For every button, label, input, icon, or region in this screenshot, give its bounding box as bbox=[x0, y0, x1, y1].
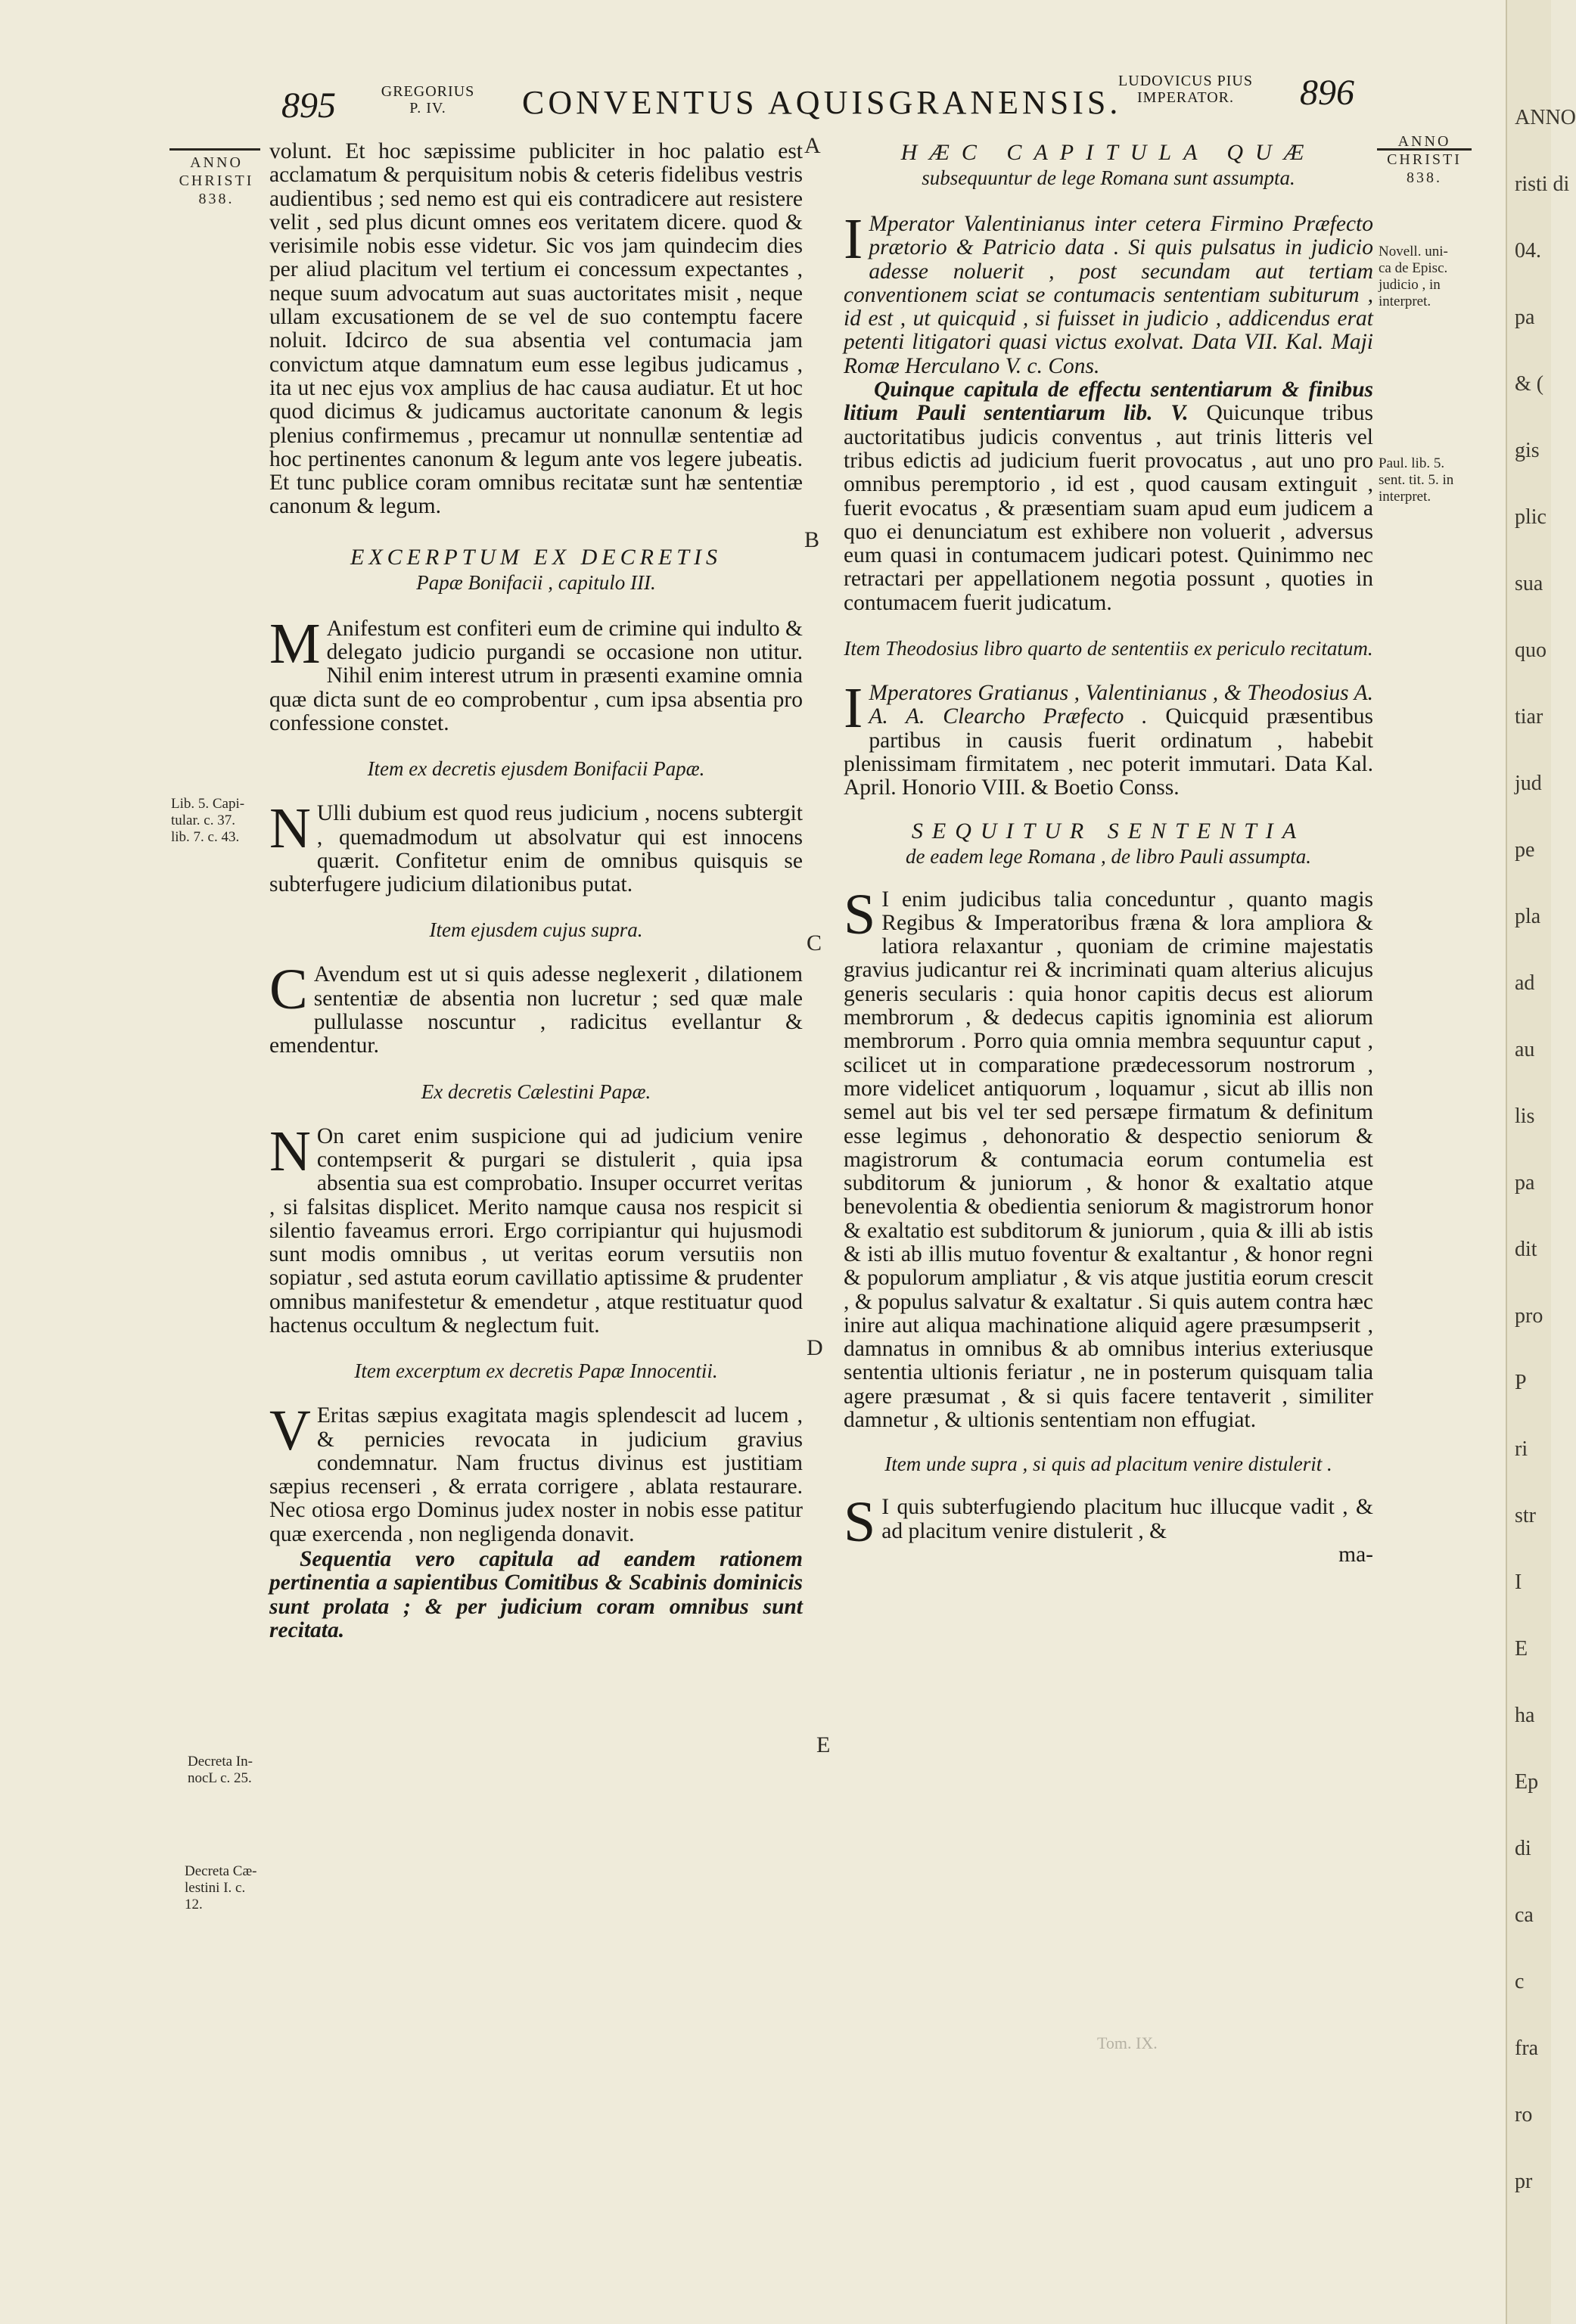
adjacent-page-fragment: 04. bbox=[1515, 239, 1541, 263]
anno-christi-left: ANNO CHRISTI 838. bbox=[179, 154, 254, 207]
section-letter-a: A bbox=[804, 133, 821, 158]
adjacent-page-fragment: jud bbox=[1515, 772, 1542, 795]
adjacent-page-fragment: gis bbox=[1515, 439, 1540, 462]
dropcap-n-2: N bbox=[269, 1119, 311, 1183]
adjacent-page-fragment: dit bbox=[1515, 1238, 1537, 1261]
dropcap-i: I bbox=[844, 207, 863, 271]
signature-mark: Tom. IX. bbox=[1097, 2034, 1158, 2052]
adjacent-page-fragment: lis bbox=[1515, 1105, 1535, 1128]
adjacent-page-fragment: quo bbox=[1515, 638, 1546, 662]
right-paragraph-4: S I enim judicibus talia conceduntur , quanto magis Regibus & Imperatoribus fræna & lora ampliora & latiora relaxantur , quoniam de crimine majestatis gravius judicantur rei & incriminati quam alterius alicujus generis secularis : quia honor capitis decus est aliorum membrorum , & dedecus capitis ignominia est aliorum membrorum . Porro quia omnia membra sequuntur caput , scilicet ut in comparatione prædecessorum nostrorum , more videlicet antiquorum , loquamur , sicut ab illis non semel aut bis vel ter sed persæpe firmatum & definitum esse legimus , dehonoratio & despectio seniorum & magistrorum & contumacia eorum contumelia est subditorum & juniorum , & honor & exaltatio atque benevolentia & obedientia seniorum & magistrorum honor & exaltatio est subditorum & juniorum , quia & illi ab istis & isti ab illis mutuo foventur & exaltantur , & honor regni & populorum ampliatur , & vis atque justitia eorum crescit , & populus salvatur & exaltatur . Si quis autem contra hæc inire aut aliqua machinatione aliquid agere præsumpserit , damnatus in omnibus & ab omnibus interius exteriusque sententia ultionis feriatur , ne in posterum quisquam talia agere præsumat , & si quis facere tentaverit , similiter damnetur , & ultionis sententiam non effugiat. bbox=[844, 882, 1373, 1433]
adjacent-page-fragment: I bbox=[1515, 1571, 1522, 1594]
right-subheading-lege-romana: subsequuntur de lege Romana sunt assumpta. bbox=[922, 166, 1295, 189]
adjacent-page-fragment: P bbox=[1515, 1371, 1527, 1394]
section-letter-d: D bbox=[807, 1335, 823, 1360]
left-page-number: 895 bbox=[281, 85, 336, 126]
section-letter-c: C bbox=[807, 931, 822, 955]
left-paragraph-2: M Anifestum est confiteri eum de crimine qui indulto & delegato judicio purgandi se occasione non utitur. Nihil enim interest utrum in præsenti examine omnia quæ dicta sunt de eo comprobentur , cum ipsa absentia pro confessione constet. bbox=[269, 611, 803, 735]
section-letter-b: B bbox=[804, 527, 820, 552]
left-heading-innocentii: Item excerptum ex decretis Papæ Innocentii. bbox=[354, 1359, 718, 1383]
adjacent-page-fragment: ha bbox=[1515, 1704, 1535, 1727]
left-column bbox=[269, 140, 803, 1642]
left-subheading-bonifacii: Papæ Bonifacii , capitulo III. bbox=[416, 570, 656, 594]
margin-note-celestine: Decreta Cæ- lestini I. c. 12. bbox=[185, 1863, 257, 1912]
adjacent-page-fragment: di bbox=[1515, 1837, 1531, 1860]
section-letter-e: E bbox=[816, 1732, 831, 1757]
margin-note-innocent: Decreta In- nocL c. 25. bbox=[188, 1754, 253, 1786]
anno-christi-right: ANNO CHRISTI 838. bbox=[1387, 133, 1462, 186]
left-paragraph-4: C Avendum est ut si quis adesse neglexerit , dilationem sententiæ de absentia non lucretur ; sed quæ male pullulasse noscuntur , radicitus evellantur & emendentur. bbox=[269, 958, 803, 1058]
left-heading-ejusdem: Item ejusdem cujus supra. bbox=[429, 918, 643, 942]
right-heading-unde-supra: Item unde supra , si quis ad placitum venire distulerit . bbox=[884, 1452, 1332, 1476]
dropcap-i-2: I bbox=[844, 676, 863, 741]
left-heading-caelestini: Ex decretis Cælestini Papæ. bbox=[421, 1080, 651, 1103]
adjacent-page-fragment: ca bbox=[1515, 1903, 1534, 1927]
right-heading-haec-capitula: HÆC CAPITULA QUÆ bbox=[900, 140, 1316, 165]
adjacent-page-fragment: E bbox=[1515, 1637, 1528, 1661]
adjacent-page-fragment: & ( bbox=[1515, 372, 1544, 396]
adjacent-page-fragment: str bbox=[1515, 1504, 1536, 1527]
adjacent-page-fragment: ri bbox=[1515, 1437, 1528, 1461]
running-title: CONVENTUS AQUISGRANENSIS. bbox=[522, 84, 1122, 121]
adjacent-page-fragment: pla bbox=[1515, 905, 1541, 928]
right-paragraph-1: I Mperator Valentinianus inter cetera Firmino Præfecto prætorio & Patricio data . Si quis pulsatus in judicio adesse noluerit , post secundam aut tertiam conventionem sciat se contumacis sententiam subiturum , id est , ut quicquid , si fuisset in judicio , addicendus erat petenti litigatori quasi victus exolvat. Data VII. Kal. Maji Romæ Herculano V. c. Cons. bbox=[844, 207, 1373, 378]
adjacent-page-fragment: Ep bbox=[1515, 1770, 1539, 1794]
adjacent-page-fragment: pa bbox=[1515, 306, 1535, 329]
left-heading-bonifacii-2: Item ex decretis ejusdem Bonifacii Papæ. bbox=[367, 757, 705, 781]
margin-note-novell: Novell. uni- ca de Episc. judicio , in interpret. bbox=[1379, 244, 1448, 309]
adjacent-page-fragment: au bbox=[1515, 1038, 1535, 1061]
right-paragraph-5: S I quis subterfugiendo placitum huc illucque vadit , & ad placitum venire distulerit , & bbox=[844, 1490, 1373, 1555]
header-right-emperor: LUDOVICUS PIUS IMPERATOR. bbox=[1118, 73, 1253, 106]
adjacent-page-fragment: ANNO bbox=[1515, 106, 1576, 129]
header-left-pope: GREGORIUS P. IV. bbox=[381, 83, 475, 117]
dropcap-n: N bbox=[269, 797, 311, 861]
dropcap-s: S bbox=[844, 882, 876, 946]
adjacent-page-fragment: plic bbox=[1515, 505, 1546, 529]
adjacent-page-fragment: fra bbox=[1515, 2037, 1539, 2060]
margin-note-paul: Paul. lib. 5. sent. tit. 5. in interpret. bbox=[1379, 455, 1454, 505]
right-column bbox=[844, 140, 1373, 1567]
adjacent-page-fragment: pa bbox=[1515, 1171, 1535, 1195]
adjacent-page-fragment: sua bbox=[1515, 572, 1543, 595]
left-paragraph-3: N Ulli dubium est quod reus judicium , nocens subtergit , quemadmodum ut absolvatur qui est innocens quærit. Confitetur enim de omnibus quisquis se subterfugere judicium dilationibus putat. bbox=[269, 797, 803, 897]
dropcap-m: M bbox=[269, 611, 321, 676]
catchword: ma- bbox=[1338, 1542, 1373, 1567]
right-heading-theodosius: Item Theodosius libro quarto de sententiis ex periculo recitatum. bbox=[844, 637, 1373, 660]
left-paragraph-6: V Eritas sæpius exagitata magis splendescit ad lucem , & pernicies revocata in judicium gravius condemnatur. Nam fructus divinus est justitiam sæpius recenseri , & errata corrigere , ablata restaurare. Nec otiosa ergo Dominus judex noster in nobis esse patitur quæ exercenda , non negligenda donavit. bbox=[269, 1399, 803, 1546]
adjacent-page-fragment: pe bbox=[1515, 838, 1535, 862]
left-paragraph-1: volunt. Et hoc sæpissime publiciter in hoc palatio est acclamatum & perquisitum nobis & ceteris fidelibus vestris audientibus ; sed nemo est qui eis contradicere aut resistere velit , sed plus dicunt omnes eos veritatem dicere. quod & verisimile nobis esse videtur. Sic vos jam quindecim dies per aliud placitum vel tertium ei concessum expectantes , neque suum advocatum aut suas auctoritates misit , neque ullam excusationem de se vel de suo contemptu facere noluit. Idcirco de sua absentia vel contumacia jam convictum atque damnatum eum esse legibus judicamus , ita ut nec ejus vox amplius de hac causa audiatur. Et ut hoc quod dicimus & judicamus auctoritate canonum & legis plenius confirmemus , precamur ut nonnullæ sententiæ ad hoc pertinentes canonum & legum ante vos legere jubeatis. Et tunc publice coram omnibus recitatæ sunt hæ sententiæ canonum & legum. bbox=[269, 139, 803, 519]
left-heading-excerptum: EXCERPTUM EX DECRETIS bbox=[350, 544, 722, 570]
adjacent-page-fragment: c bbox=[1515, 1970, 1525, 1993]
margin-note-capitular: Lib. 5. Capi- tular. c. 37. lib. 7. c. 43. bbox=[171, 796, 245, 845]
adjacent-page-fragment: pro bbox=[1515, 1304, 1543, 1328]
adjacent-page-fragment: ad bbox=[1515, 971, 1535, 995]
adjacent-page-fragment: ro bbox=[1515, 2103, 1533, 2127]
left-paragraph-5: N On caret enim suspicione qui ad judicium venire contempserit & purgari se distulerit , quia ipsa absentia sua est comprobatio. Insuper occurret veritas , si falsitas displicet. Merito namque causa nos respicit si silentio faveamus errori. Ergo corripiantur qui hujusmodi sunt modis omnibus , ut veritas eorum versutiis non sopiatur , sed astuta eorum cavillatio aptissime & prudenter omnibus manifestetur & emendetur , atque restituatur quod hactenus occultum & neglectum fuit. bbox=[269, 1119, 803, 1338]
adjacent-page-fragment: pr bbox=[1515, 2170, 1533, 2193]
left-paragraph-7: Sequentia vero capitula ad eandem rationem pertinentia a sapientibus Comitibus & Scabinis dominicis sunt prolata ; & per judicium coram omnibus sunt recitata. bbox=[269, 1547, 803, 1642]
adjacent-page-fragment: tiar bbox=[1515, 705, 1543, 729]
right-page-number: 896 bbox=[1300, 73, 1354, 113]
right-heading-sequitur: SEQUITUR SENTENTIA bbox=[911, 818, 1306, 844]
dropcap-v: V bbox=[269, 1399, 311, 1463]
right-subheading-pauli: de eadem lege Romana , de libro Pauli assumpta. bbox=[906, 844, 1311, 868]
adjacent-page-edge bbox=[1506, 0, 1576, 2324]
adjacent-page-fragment: risti di bbox=[1515, 172, 1570, 196]
dropcap-c: C bbox=[269, 958, 308, 1022]
right-paragraph-2: Quinque capitula de effectu sententiarum & finibus litium Pauli sententiarum lib. V. Quicunque tribus auctoritatibus judicis conventus , aut trinis litteris vel tribus edictis ad judicium fuerit provocatus , aut uno pro omnibus peremptorio , id est , quod causam extinguit , fuerit evocatus , & præsentiam suam apud eum judicem a quo ei denunciatum est exhibere non voluerit , adversus eum quasi in contumacem judicari potest. Quinimmo nec retractari per appellationem negotia possunt , quoties in contumacem fuerit judicatum. bbox=[844, 377, 1374, 615]
dropcap-s-2: S bbox=[844, 1490, 876, 1555]
right-paragraph-3: I Mperatores Gratianus , Valentinianus , & Theodosius A. A. A. Clearcho Præfecto . Quicquid præsentibus partibus in causis fuerit ordinatum , habebit plenissimam firmitatem , nec poterit immutari. Data Kal. April. Honorio VIII. & Boetio Conss. bbox=[844, 676, 1373, 800]
margin-rule-left bbox=[169, 148, 260, 151]
